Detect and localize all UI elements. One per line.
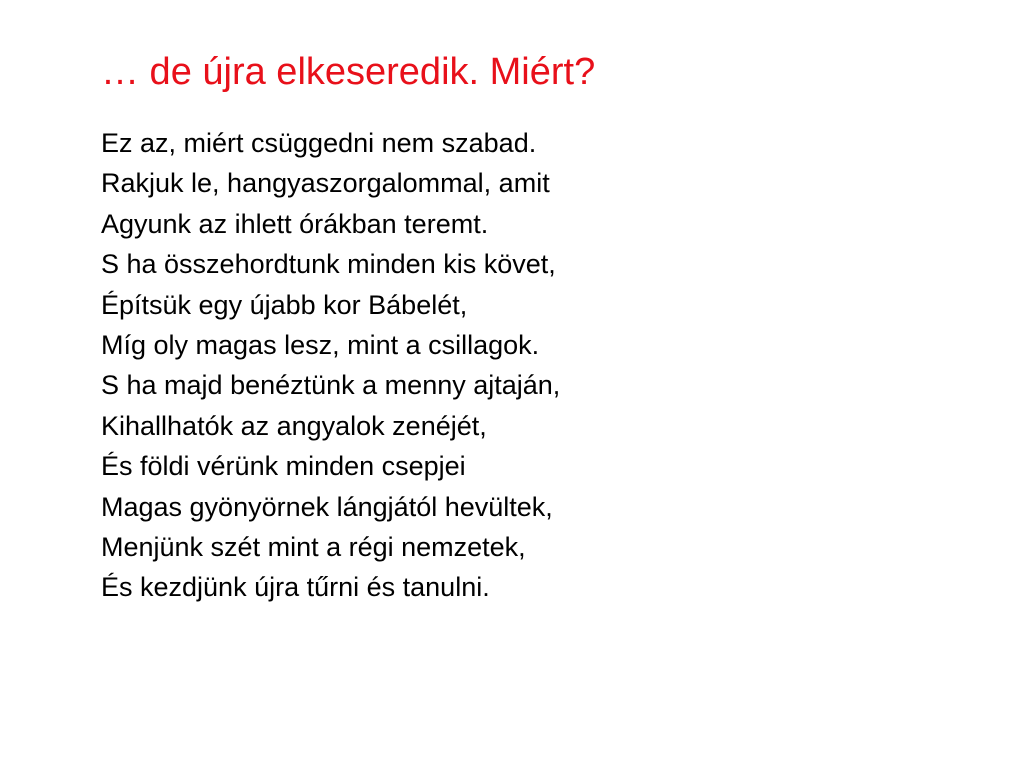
- poem-text: [101, 123, 560, 608]
- poem-line: S ha összehordtunk minden kis követ,: [101, 249, 556, 280]
- poem-line: Agyunk az ihlett órákban teremt.: [101, 208, 489, 239]
- poem-line: Kihallhatók az angyalok zenéjét,: [101, 410, 487, 441]
- poem-line: És kezdjünk újra tűrni és tanulni.: [101, 572, 490, 603]
- poem-line: Magas gyönyörnek lángjától hevültek,: [101, 491, 553, 522]
- poem-line: Építsük egy újabb kor Bábelét,: [101, 289, 468, 320]
- poem-line: Rakjuk le, hangyaszorgalommal, amit: [101, 168, 550, 199]
- slide-title: … de újra elkeseredik. Miért?: [101, 51, 596, 93]
- poem-line: Menjünk szét mint a régi nemzetek,: [101, 532, 526, 563]
- poem-line: S ha majd benéztünk a menny ajtaján,: [101, 370, 561, 401]
- poem-line: Míg oly magas lesz, mint a csillagok.: [101, 330, 540, 361]
- poem-line: Ez az, miért csüggedni nem szabad.: [101, 128, 537, 158]
- poem-line: És földi vérünk minden csepjei: [101, 451, 466, 482]
